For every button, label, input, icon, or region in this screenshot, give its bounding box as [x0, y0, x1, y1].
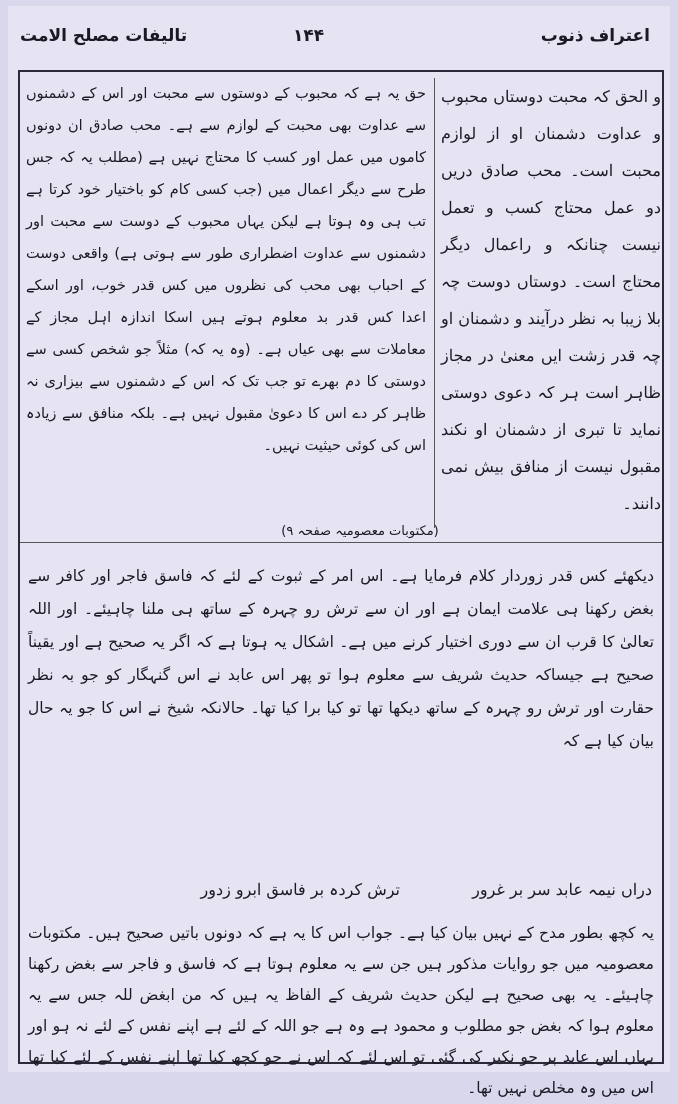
chapter-title: اعتراف ذنوب	[540, 26, 650, 46]
body-paragraph-1: دیکھئے کس قدر زوردار کلام فرمایا ہے۔ اس امر کے ثبوت کے لئے کہ فاسق فاجر اور کافر سے بغض رکھنا ہی علامت ایمان ہے اور ان سے ترش رو چہرہ کے ساتھ ہی ملنا چاہیئے۔ اور اللہ تعالیٰ کا قرب ان سے دوری اختیار کرنے میں ہے۔ اشکال یہ ہوتا ہے کہ اگر یہ صحیح ہے اور یقیناً صحیح ہے جیساکہ حدیث شریف سے معلوم ہوا تو پھر اس عابد نے اس گنہگار کو جو بہ نظر حقارت اور ترش رو چہرہ کے ساتھ دیکھا تھا تو کیا برا کیا تھا۔ حالانکہ شیخ نے اس کا جو یہ حال بیان کیا ہے کہ	[28, 567, 654, 750]
verse-line-right: دراں نیمہ عابد سر بر غرور	[472, 880, 652, 899]
page-number: ۱۴۴	[293, 26, 325, 46]
urdu-translation: حق یہ ہے کہ محبوب کے دوستوں سے محبت اور اس کے دشمنوں سے عداوت بھی محبت کے لوازم سے ہے۔ محب صادق ان دونوں کاموں میں عمل اور کسب کا محتاج نہیں ہے (مطلب یہ کہ جس طرح سے دیگر اعمال میں (جب کسی کام کو باختیار خود کرتا ہے تب ہی وہ ہوتا ہے لیکن یہاں محبوب کے دوست سے محبت اور دشمنوں سے عداوت اضطراری طور سے ہوتی ہے) واقعی دوست کے احباب بھی محب کی نظروں میں کس قدر خوب، اور اسکے اعدا کس قدر بد معلوم ہوتے ہیں اسکا اندازہ اہل مجاز کے معاملات سے بھی عیاں ہے۔ (وہ یہ کہ) مثلاً جو شخص کسی سے دوستی کا دم بھرے تو جب تک کہ اس کے دشمنوں سے بیزاری نہ ظاہر کر دے اس کا دعویٰ مقبول نہیں ہے۔ بلکہ منافق سے زیادہ اس کی کوئی حیثیت نہیں۔	[26, 86, 426, 454]
citation: (مکتوبات معصومیہ صفحہ ۹)	[281, 524, 439, 539]
persian-quote: و الحق کہ محبت دوستاں محبوب و عداوت دشمنان او از لوازم محبت است۔ محب صادق دریں دو عمل محتاج کسب و تعمل نیست چنانکہ و راعمال دیگر محتاج است۔ دوستاں دوست چہ بلا زیبا بہ نظر درآیند و دشمنان او چہ قدر زشت ایں معنیٰ در مجاز ظاہر است ہر کہ دعوی دوستی نماید تا تبری از دشمنان او نکند مقبول نیست از منافق بیش نمی دانند۔	[434, 78, 661, 528]
text-frame	[18, 70, 664, 1097]
body-paragraph-2: یہ کچھ بطور مدح کے نہیں بیان کیا ہے۔ جواب اس کا یہ ہے کہ دونوں باتیں صحیح ہیں۔ مکتوبات معصومیہ میں جو روایات مذکور ہیں جن سے یہ معلوم ہوتا ہے کہ فاسق و فاجر سے بغض رکھنا چاہیئے۔ یہ بھی صحیح ہے لیکن حدیث شریف کے الفاظ یہ ہیں کہ من ابغض للہ جس سے یہ معلوم ہوا کہ بغض جو مطلوب و محمود ہے وہ ہے جو اللہ کے لئے ہے اپنے نفس کے لئے نہ ہو اور یہاں اس عابد پر جو نکیر کی گئی تو اس لئے کہ اس نے جو کچھ کیا تھا اپنے نفس کے لئے کیا تھا اس میں وہ مخلص نہیں تھا۔	[28, 924, 654, 1097]
book-page	[8, 6, 670, 1097]
bilingual-section	[20, 72, 662, 543]
page-header	[8, 6, 670, 66]
verse-line-left: ترش کردہ بر فاسق ابرو زدور	[200, 880, 400, 899]
book-series-title: تالیفات مصلح الامت	[20, 26, 188, 46]
